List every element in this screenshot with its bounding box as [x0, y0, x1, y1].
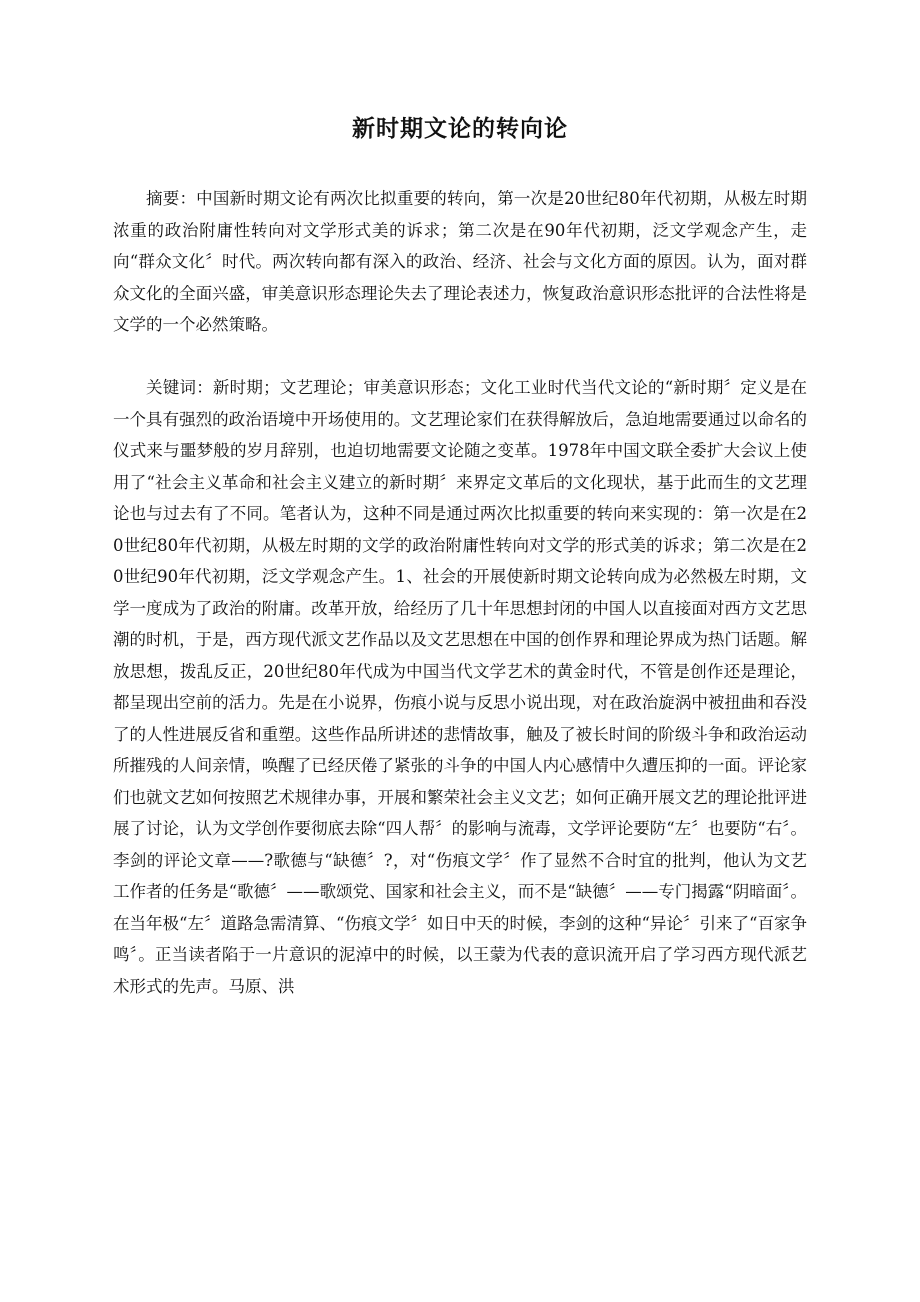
- document-title: 新时期文论的转向论: [352, 115, 568, 142]
- body-paragraph: 关键词：新时期；文艺理论；审美意识形态；文化工业时代当代文论的“新时期〞定义是在一个具有强烈的政治语境中开场使用的。文艺理论家们在获得解放后，急迫地需要通过以命名的仪式来与噩梦般的岁月辞别，也迫切地需要文论随之变革。1978年中国文联全委扩大会议上使用了“社会主义革命和社会主义建立的新时期〞来界定文革后的文化现状，基于此而生的文艺理论也与过去有了不同。笔者认为，这种不同是通过两次比拟重要的转向来实现的：第一次是在20世纪80年代初期，从极左时期的文学的政治附庸性转向对文学的形式美的诉求；第二次是在20世纪90年代初期，泛文学观念产生。1、社会的开展使新时期文论转向成为必然极左时期，文学一度成为了政治的附庸。改革开放，给经历了几十年思想封闭的中国人以直接面对西方文艺思潮的时机，于是，西方现代派文艺作品以及文艺思想在中国的创作界和理论界成为热门话题。解放思想，拨乱反正，20世纪80年代成为中国当代文学艺术的黄金时代，不管是创作还是理论，都呈现出空前的活力。先是在小说界，伤痕小说与反思小说出现，对在政治旋涡中被扭曲和吞没了的人性进展反省和重塑。这些作品所讲述的悲情故事，触及了被长时间的阶级斗争和政治运动所摧残的人间亲情，唤醒了已经厌倦了紧张的斗争的中国人内心感情中久遭压抑的一面。评论家们也就文艺如何按照艺术规律办事，开展和繁荣社会主义文艺；如何正确开展文艺的理论批评进展了讨论，认为文学创作要彻底去除“四人帮〞的影响与流毒，文学评论要防“左〞也要防“右〞。李剑的评论文章——?歌德与“缺德〞?，对“伤痕文学〞作了显然不合时宜的批判，他认为文艺工作者的任务是“歌德〞——歌颂党、国家和社会主义，而不是“缺德〞——专门揭露“阴暗面〞。在当年极“左〞道路急需清算、“伤痕文学〞如日中天的时候，李剑的这种“异论〞引来了“百家争鸣〞。正当读者陷于一片意识的泥淖中的时候，以王蒙为代表的意识流开启了学习西方现代派艺术形式的先声。马原、洪: [113, 378, 807, 996]
- abstract-paragraph: 摘要：中国新时期文论有两次比拟重要的转向，第一次是20世纪80年代初期，从极左时期浓重的政治附庸性转向对文学形式美的诉求；第二次是在90年代初期，泛文学观念产生，走向“群众文化〞时代。两次转向都有深入的政治、经济、社会与文化方面的原因。认为，面对群众文化的全面兴盛，审美意识形态理论失去了理论表述力，恢复政治意识形态批评的合法性将是文学的一个必然策略。: [113, 189, 807, 334]
